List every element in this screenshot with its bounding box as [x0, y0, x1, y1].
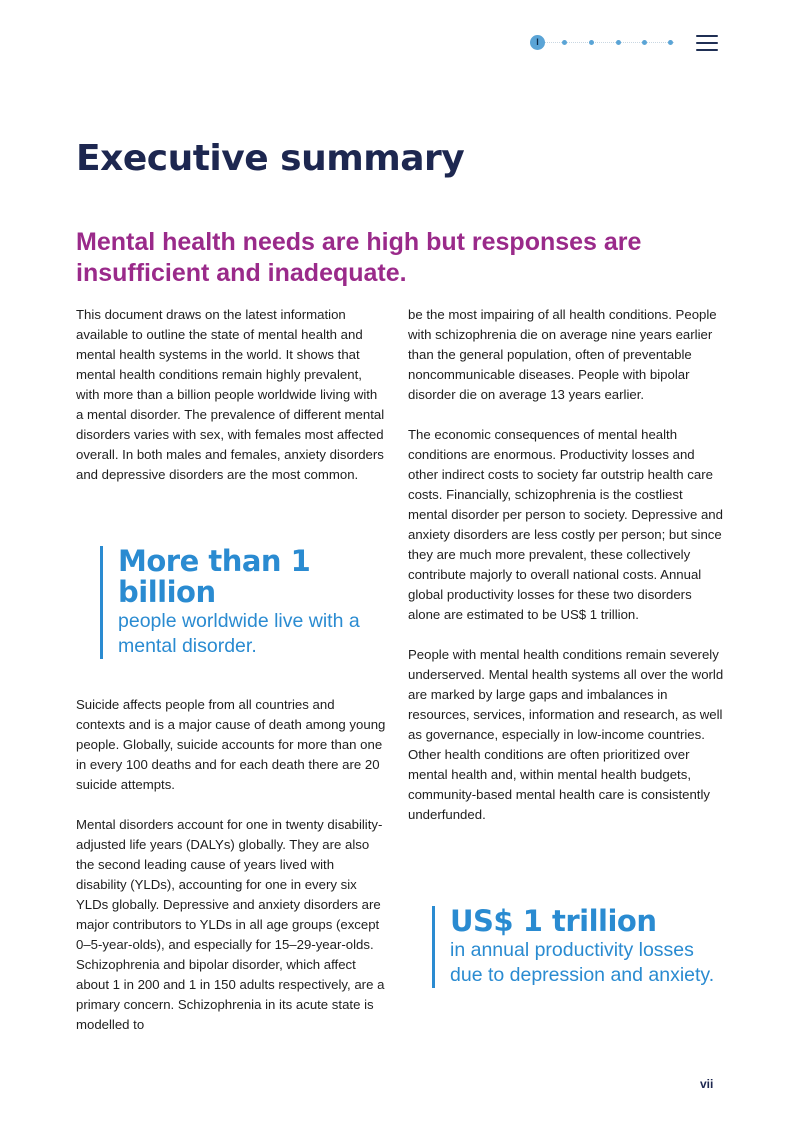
hamburger-menu-icon[interactable]	[696, 35, 718, 51]
paragraph: The economic consequences of mental health conditions are enormous. Productivity losses and other indirect costs to society far outstrip health care costs. Financially, schizophrenia is the costliest mental disorder per person to society. Depressive and anxiety disorders are less costly per person; but since they are much more prevalent, these collectively contribute majorly to overall national costs. Annual global productivity losses for these two disorders alone are estimated to be US$ 1 trillion.	[408, 427, 723, 622]
left-column-bottom	[76, 695, 386, 1055]
callout-headline: US$ 1 trillion	[450, 904, 657, 938]
callout-billion	[100, 546, 380, 659]
nav-dot-active[interactable]: I	[530, 35, 545, 50]
section-heading: Mental health needs are high but responses are insufficient and inadequate.	[76, 228, 642, 287]
page-title: Executive summary	[76, 138, 465, 179]
right-column	[408, 305, 724, 845]
nav-dot[interactable]	[668, 40, 673, 45]
nav-dot[interactable]	[642, 40, 647, 45]
nav-dot[interactable]	[562, 40, 567, 45]
nav-dot[interactable]	[589, 40, 594, 45]
left-column-top	[76, 305, 386, 505]
page-navigation	[528, 33, 720, 53]
paragraph: People with mental health conditions remain severely underserved. Mental health systems all over the world are marked by large gaps and imbalances in resources, services, information and research, as well as governance, especially in low-income countries. Other health conditions are often prioritized over mental health and, within mental health budgets, community-based mental health care is consistently underfunded.	[408, 647, 724, 822]
nav-dot[interactable]	[616, 40, 621, 45]
paragraph: Suicide affects people from all countries and contexts and is a major cause of death among young people. Globally, suicide accounts for more than one in every 100 deaths and for each death there are 20 suicide attempts.	[76, 697, 386, 792]
callout-trillion	[432, 906, 722, 988]
callout-subtext: in annual productivity losses due to depression and anxiety.	[450, 939, 715, 986]
paragraph: Mental disorders account for one in twenty disability-adjusted life years (DALYs) globally. They are also the second leading cause of years lived with disability (YLDs), accounting for one in every six YLDs globally. Depressive and anxiety disorders are major contributors to YLDs in all age groups (except 0–5-year-olds), and especially for 15–29-year-olds. Schizophrenia and bipolar disorder, which affect about 1 in 200 and 1 in 150 adults respectively, are a primary concern. Schizophrenia in its acute state is modelled to	[76, 817, 385, 1032]
callout-subtext: people worldwide live with a mental disorder.	[118, 610, 360, 657]
callout-headline: More than 1 billion	[118, 544, 311, 609]
paragraph: be the most impairing of all health conditions. People with schizophrenia die on average nine years earlier than the general population, often of preventable noncommunicable diseases. People with bipolar disorder die on average 13 years earlier.	[408, 307, 717, 402]
page-number: vii	[700, 1077, 714, 1091]
paragraph: This document draws on the latest information available to outline the state of mental health and mental health systems in the world. It shows that mental health conditions remain highly prevalent, with more than a billion people worldwide living with a mental disorder. The prevalence of different mental disorders varies with sex, with females most affected overall. In both males and females, anxiety disorders and depressive disorders are the most common.	[76, 307, 385, 482]
